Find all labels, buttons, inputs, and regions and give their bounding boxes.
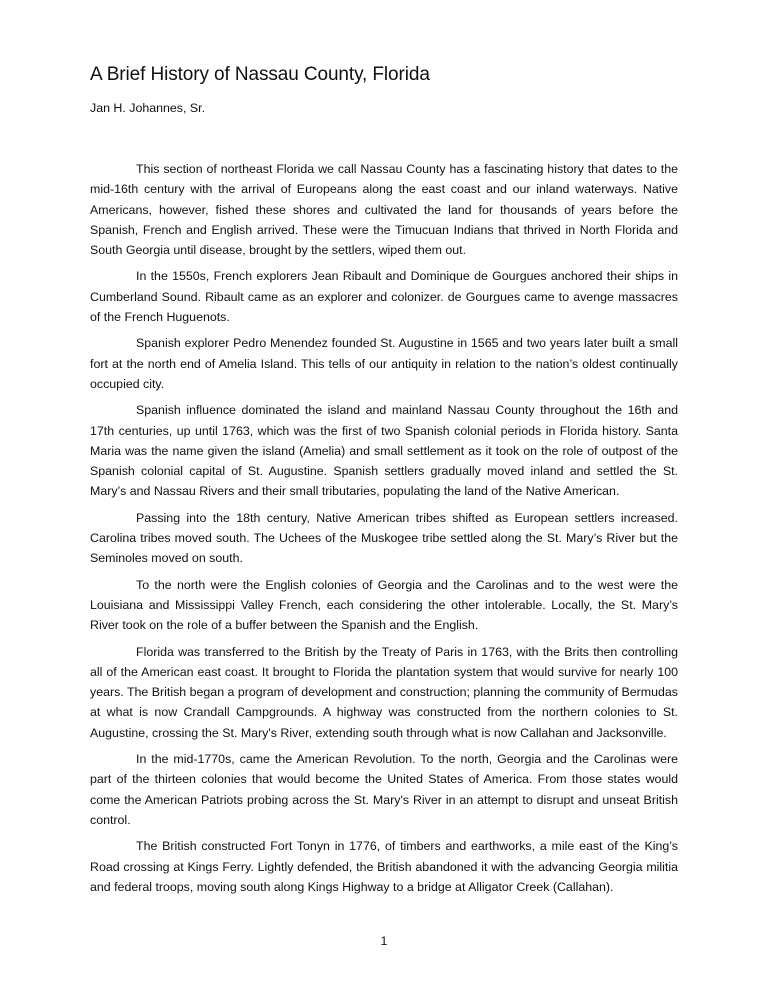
paragraph-9: The British constructed Fort Tonyn in 1776, of timbers and earthworks, a mile east of the King’s Road crossing at Kings Ferry. Lightly defended, the British abandoned it with the advancing Georgia militia and federal troops, moving south along Kings Highway to a bridge at Alligator Creek (Callahan). [90,839,678,894]
document-body [90,159,678,897]
paragraph-2: In the 1550s, French explorers Jean Ribault and Dominique de Gourgues anchored their ships in Cumberland Sound. Ribault came as an explorer and colonizer. de Gourgues came to avenge massacres of the French Huguenots. [90,269,678,325]
paragraph-7: Florida was transferred to the British by the Treaty of Paris in 1763, with the Brits then controlling all of the American east coast. It brought to Florida the plantation system that would survive for nearly 100 years. The British began a program of development and construction; planning the community of Bermudas at what is now Crandall Campgrounds. A highway was constructed from the northern colonies to St. Augustine, crossing the St. Mary's River, extending south through what is now Callahan and Jacksonville. [90,644,678,740]
paragraph-1: This section of northeast Florida we call Nassau County has a fascinating history that dates to the mid-16th century with the arrival of Europeans along the east coast and our inland waterways. Native Americans, however, fished these shores and cultivated the land for thousands of years before the Spanish, French and English arrived. These were the Timucuan Indians that thrived in North Florida and South Georgia until disease, brought by the settlers, wiped them out. [90,162,678,258]
paragraph-3: Spanish explorer Pedro Menendez founded St. Augustine in 1565 and two years later built a small fort at the north end of Amelia Island. This tells of our antiquity in relation to the nation’s oldest continually occupied city. [90,336,678,391]
paragraph-8: In the mid-1770s, came the American Revolution. To the north, Georgia and the Carolinas were part of the thirteen colonies that would become the United States of America. From those states would come the American Patriots probing across the St. Mary's River in an attempt to disrupt and unseat British control. [90,752,678,827]
paragraph-5: Passing into the 18th century, Native American tribes shifted as European settlers increased. Carolina tribes moved south. The Uchees of the Muskogee tribe settled along the St. Mary’s River but the Seminoles moved on south. [90,510,678,566]
paragraph-4: Spanish influence dominated the island and mainland Nassau County throughout the 16th and 17th centuries, up until 1763, which was the first of two Spanish colonial periods in Florida history. Santa Maria was the name given the island (Amelia) and small settlement as it took on the role of outpost of the Spanish colonial capital of St. Augustine. Spanish settlers gradually moved inland and settled the St. Mary’s and Nassau Rivers and their small tributaries, populating the land of the Native American. [90,403,678,499]
page-number: 1 [380,934,388,948]
author-line: Jan H. Johannes, Sr. [90,101,206,115]
document-title: A Brief History of Nassau County, Florida [90,64,430,85]
paragraph-6: To the north were the English colonies of Georgia and the Carolinas and to the west were the Louisiana and Mississippi Valley French, each considering the other intolerable. Locally, the St. Mary’s River took on the role of a buffer between the Spanish and the English. [90,577,678,633]
